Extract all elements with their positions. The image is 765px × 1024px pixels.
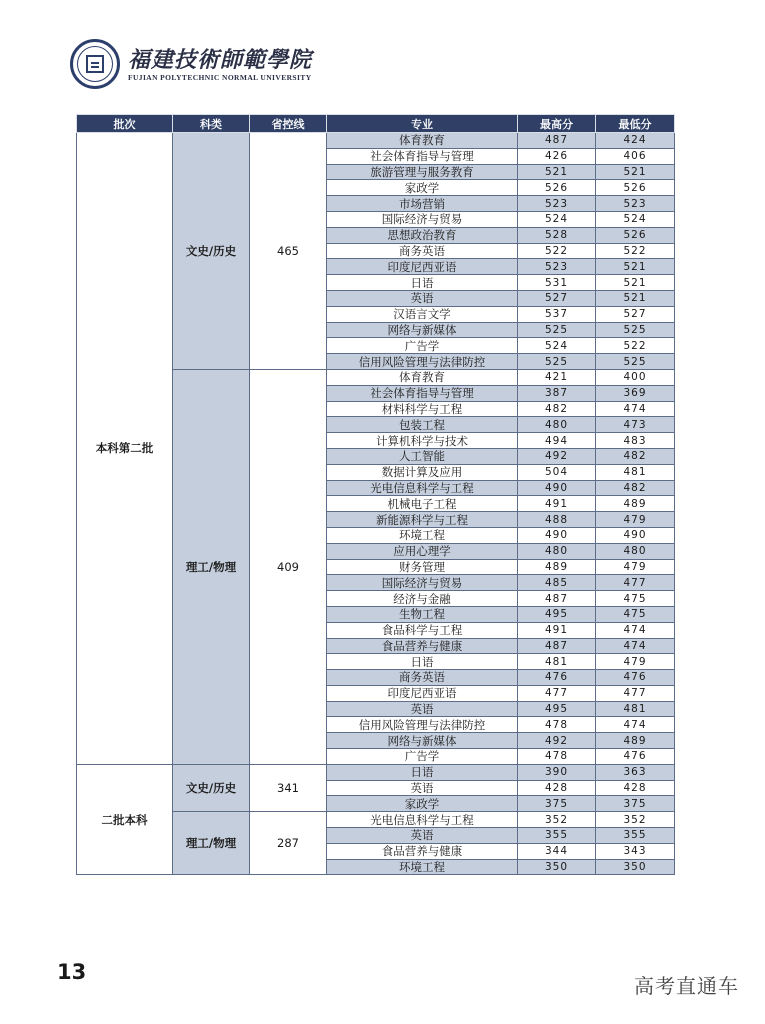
min-score-cell: 375 bbox=[596, 796, 675, 812]
major-cell: 材料科学与工程 bbox=[327, 401, 518, 417]
table-header-row bbox=[77, 115, 675, 133]
max-score-cell: 521 bbox=[518, 164, 596, 180]
major-cell: 环境工程 bbox=[327, 859, 518, 875]
max-score-cell: 390 bbox=[518, 764, 596, 780]
min-score-cell: 475 bbox=[596, 591, 675, 607]
min-score-cell: 479 bbox=[596, 654, 675, 670]
major-cell: 英语 bbox=[327, 828, 518, 844]
major-cell: 信用风险管理与法律防控 bbox=[327, 717, 518, 733]
min-score-cell: 406 bbox=[596, 148, 675, 164]
max-score-cell: 522 bbox=[518, 243, 596, 259]
max-score-cell: 355 bbox=[518, 828, 596, 844]
max-score-cell: 375 bbox=[518, 796, 596, 812]
control-line-cell: 341 bbox=[250, 764, 327, 811]
major-cell: 应用心理学 bbox=[327, 543, 518, 559]
min-score-cell: 352 bbox=[596, 812, 675, 828]
max-score-cell: 485 bbox=[518, 575, 596, 591]
control-line-cell: 287 bbox=[250, 812, 327, 875]
major-cell: 印度尼西亚语 bbox=[327, 259, 518, 275]
max-score-cell: 428 bbox=[518, 780, 596, 796]
min-score-cell: 355 bbox=[596, 828, 675, 844]
major-cell: 光电信息科学与工程 bbox=[327, 812, 518, 828]
min-score-cell: 474 bbox=[596, 717, 675, 733]
max-score-cell: 487 bbox=[518, 133, 596, 149]
max-score-cell: 487 bbox=[518, 591, 596, 607]
major-cell: 日语 bbox=[327, 654, 518, 670]
header-max-score: 最高分 bbox=[518, 115, 596, 133]
max-score-cell: 480 bbox=[518, 543, 596, 559]
min-score-cell: 524 bbox=[596, 211, 675, 227]
major-cell: 食品营养与健康 bbox=[327, 638, 518, 654]
max-score-cell: 492 bbox=[518, 448, 596, 464]
major-cell: 生物工程 bbox=[327, 606, 518, 622]
major-cell: 广告学 bbox=[327, 749, 518, 765]
major-cell: 商务英语 bbox=[327, 670, 518, 686]
max-score-cell: 537 bbox=[518, 306, 596, 322]
max-score-cell: 477 bbox=[518, 685, 596, 701]
max-score-cell: 491 bbox=[518, 622, 596, 638]
header-control-line: 省控线 bbox=[250, 115, 327, 133]
max-score-cell: 387 bbox=[518, 385, 596, 401]
major-cell: 网络与新媒体 bbox=[327, 322, 518, 338]
max-score-cell: 482 bbox=[518, 401, 596, 417]
max-score-cell: 492 bbox=[518, 733, 596, 749]
max-score-cell: 525 bbox=[518, 322, 596, 338]
max-score-cell: 480 bbox=[518, 417, 596, 433]
header-min-score: 最低分 bbox=[596, 115, 675, 133]
major-cell: 日语 bbox=[327, 764, 518, 780]
table-row bbox=[77, 764, 675, 780]
min-score-cell: 477 bbox=[596, 685, 675, 701]
major-cell: 环境工程 bbox=[327, 527, 518, 543]
min-score-cell: 490 bbox=[596, 527, 675, 543]
control-line-cell: 465 bbox=[250, 133, 327, 370]
min-score-cell: 400 bbox=[596, 369, 675, 385]
school-name-cn: 福建技術師範學院 bbox=[128, 46, 313, 73]
max-score-cell: 523 bbox=[518, 259, 596, 275]
min-score-cell: 483 bbox=[596, 433, 675, 449]
max-score-cell: 481 bbox=[518, 654, 596, 670]
major-cell: 英语 bbox=[327, 701, 518, 717]
major-cell: 食品科学与工程 bbox=[327, 622, 518, 638]
major-cell: 印度尼西亚语 bbox=[327, 685, 518, 701]
min-score-cell: 526 bbox=[596, 180, 675, 196]
min-score-cell: 482 bbox=[596, 448, 675, 464]
max-score-cell: 526 bbox=[518, 180, 596, 196]
major-cell: 商务英语 bbox=[327, 243, 518, 259]
batch-cell: 本科第二批 bbox=[77, 133, 173, 765]
table-row bbox=[77, 133, 675, 149]
max-score-cell: 495 bbox=[518, 701, 596, 717]
max-score-cell: 344 bbox=[518, 843, 596, 859]
min-score-cell: 481 bbox=[596, 701, 675, 717]
max-score-cell: 476 bbox=[518, 670, 596, 686]
school-brand bbox=[128, 47, 312, 82]
header-major: 专业 bbox=[327, 115, 518, 133]
max-score-cell: 495 bbox=[518, 606, 596, 622]
min-score-cell: 522 bbox=[596, 338, 675, 354]
major-cell: 广告学 bbox=[327, 338, 518, 354]
max-score-cell: 527 bbox=[518, 290, 596, 306]
major-cell: 网络与新媒体 bbox=[327, 733, 518, 749]
major-cell: 食品营养与健康 bbox=[327, 843, 518, 859]
max-score-cell: 531 bbox=[518, 275, 596, 291]
major-cell: 光电信息科学与工程 bbox=[327, 480, 518, 496]
page-number: 13 bbox=[57, 960, 87, 984]
min-score-cell: 475 bbox=[596, 606, 675, 622]
min-score-cell: 477 bbox=[596, 575, 675, 591]
header-batch: 批次 bbox=[77, 115, 173, 133]
min-score-cell: 522 bbox=[596, 243, 675, 259]
control-line-cell: 409 bbox=[250, 369, 327, 764]
max-score-cell: 524 bbox=[518, 211, 596, 227]
max-score-cell: 488 bbox=[518, 512, 596, 528]
min-score-cell: 476 bbox=[596, 749, 675, 765]
major-cell: 家政学 bbox=[327, 796, 518, 812]
max-score-cell: 478 bbox=[518, 717, 596, 733]
max-score-cell: 504 bbox=[518, 464, 596, 480]
major-cell: 社会体育指导与管理 bbox=[327, 385, 518, 401]
major-cell: 财务管理 bbox=[327, 559, 518, 575]
min-score-cell: 363 bbox=[596, 764, 675, 780]
min-score-cell: 521 bbox=[596, 259, 675, 275]
major-cell: 数据计算及应用 bbox=[327, 464, 518, 480]
min-score-cell: 489 bbox=[596, 733, 675, 749]
max-score-cell: 528 bbox=[518, 227, 596, 243]
major-cell: 旅游管理与服务教育 bbox=[327, 164, 518, 180]
min-score-cell: 474 bbox=[596, 638, 675, 654]
min-score-cell: 521 bbox=[596, 275, 675, 291]
major-cell: 思想政治教育 bbox=[327, 227, 518, 243]
min-score-cell: 523 bbox=[596, 196, 675, 212]
subject-cell: 文史/历史 bbox=[173, 764, 250, 811]
min-score-cell: 521 bbox=[596, 164, 675, 180]
max-score-cell: 350 bbox=[518, 859, 596, 875]
school-name-en: FUJIAN POLYTECHNIC NORMAL UNIVERSITY bbox=[128, 72, 312, 82]
min-score-cell: 428 bbox=[596, 780, 675, 796]
min-score-cell: 474 bbox=[596, 622, 675, 638]
major-cell: 家政学 bbox=[327, 180, 518, 196]
major-cell: 英语 bbox=[327, 290, 518, 306]
max-score-cell: 524 bbox=[518, 338, 596, 354]
min-score-cell: 476 bbox=[596, 670, 675, 686]
major-cell: 国际经济与贸易 bbox=[327, 211, 518, 227]
major-cell: 体育教育 bbox=[327, 133, 518, 149]
major-cell: 体育教育 bbox=[327, 369, 518, 385]
max-score-cell: 523 bbox=[518, 196, 596, 212]
header-subject: 科类 bbox=[173, 115, 250, 133]
watermark-text: 高考直通车 bbox=[634, 974, 739, 998]
min-score-cell: 527 bbox=[596, 306, 675, 322]
min-score-cell: 424 bbox=[596, 133, 675, 149]
school-header bbox=[70, 38, 312, 90]
min-score-cell: 521 bbox=[596, 290, 675, 306]
min-score-cell: 474 bbox=[596, 401, 675, 417]
major-cell: 日语 bbox=[327, 275, 518, 291]
max-score-cell: 352 bbox=[518, 812, 596, 828]
min-score-cell: 525 bbox=[596, 354, 675, 370]
subject-cell: 理工/物理 bbox=[173, 812, 250, 875]
min-score-cell: 526 bbox=[596, 227, 675, 243]
max-score-cell: 525 bbox=[518, 354, 596, 370]
min-score-cell: 479 bbox=[596, 559, 675, 575]
major-cell: 英语 bbox=[327, 780, 518, 796]
max-score-cell: 478 bbox=[518, 749, 596, 765]
subject-cell: 理工/物理 bbox=[173, 369, 250, 764]
admission-score-table bbox=[76, 114, 675, 875]
school-seal-icon bbox=[70, 39, 120, 89]
max-score-cell: 494 bbox=[518, 433, 596, 449]
max-score-cell: 487 bbox=[518, 638, 596, 654]
max-score-cell: 489 bbox=[518, 559, 596, 575]
major-cell: 包装工程 bbox=[327, 417, 518, 433]
major-cell: 计算机科学与技术 bbox=[327, 433, 518, 449]
subject-cell: 文史/历史 bbox=[173, 133, 250, 370]
min-score-cell: 481 bbox=[596, 464, 675, 480]
max-score-cell: 491 bbox=[518, 496, 596, 512]
min-score-cell: 343 bbox=[596, 843, 675, 859]
major-cell: 新能源科学与工程 bbox=[327, 512, 518, 528]
max-score-cell: 490 bbox=[518, 480, 596, 496]
min-score-cell: 482 bbox=[596, 480, 675, 496]
min-score-cell: 350 bbox=[596, 859, 675, 875]
min-score-cell: 369 bbox=[596, 385, 675, 401]
major-cell: 机械电子工程 bbox=[327, 496, 518, 512]
min-score-cell: 473 bbox=[596, 417, 675, 433]
major-cell: 汉语言文学 bbox=[327, 306, 518, 322]
major-cell: 国际经济与贸易 bbox=[327, 575, 518, 591]
max-score-cell: 421 bbox=[518, 369, 596, 385]
max-score-cell: 426 bbox=[518, 148, 596, 164]
major-cell: 经济与金融 bbox=[327, 591, 518, 607]
min-score-cell: 480 bbox=[596, 543, 675, 559]
major-cell: 社会体育指导与管理 bbox=[327, 148, 518, 164]
max-score-cell: 490 bbox=[518, 527, 596, 543]
major-cell: 市场营销 bbox=[327, 196, 518, 212]
major-cell: 人工智能 bbox=[327, 448, 518, 464]
min-score-cell: 479 bbox=[596, 512, 675, 528]
min-score-cell: 489 bbox=[596, 496, 675, 512]
min-score-cell: 525 bbox=[596, 322, 675, 338]
major-cell: 信用风险管理与法律防控 bbox=[327, 354, 518, 370]
batch-cell: 二批本科 bbox=[77, 764, 173, 875]
